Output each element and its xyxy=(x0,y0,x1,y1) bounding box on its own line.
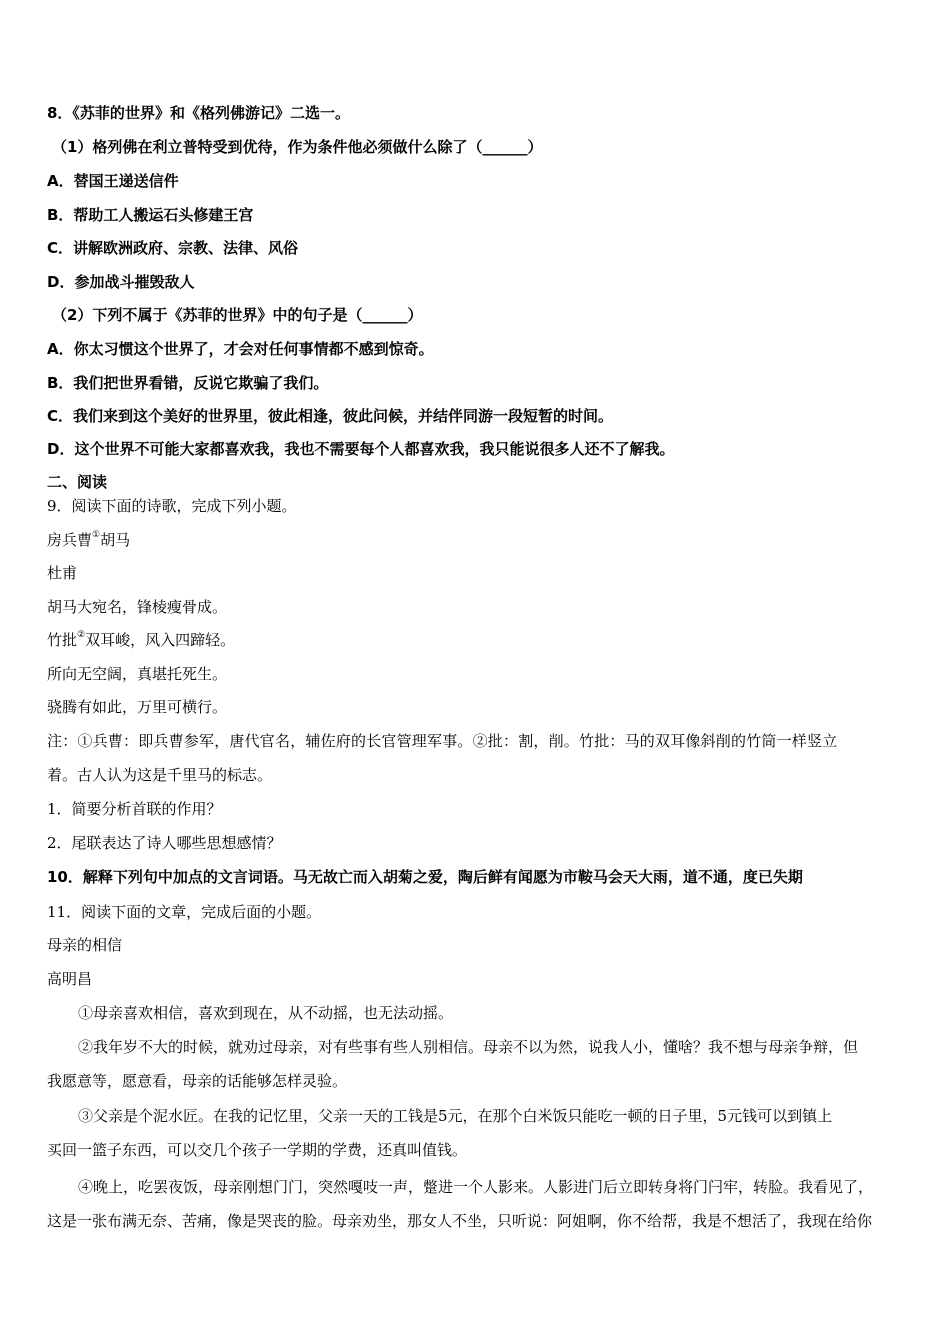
article-paragraph-2-line-2: 我愿意等，愿意看，母亲的话能够怎样灵验。 xyxy=(47,1072,348,1090)
q11-intro: 11．阅读下面的文章，完成后面的小题。 xyxy=(47,903,322,921)
q8-sub1-option-c: C．讲解欧洲政府、宗教、法律、风俗 xyxy=(47,239,299,257)
article-paragraph-2-line-1: ②我年岁不大的时候，就劝过母亲，对有些事有些人别相信。母亲不以为然，说我人小，懂啥？我不想与母亲争辩，但 xyxy=(78,1038,859,1056)
article-paragraph-4-line-1: ④晚上，吃罢夜饭，母亲刚想门门，突然嘎吱一声，蹩进一个人影来。人影进门后立即转身将门闩牢，转脸。我看见了， xyxy=(78,1178,874,1196)
poem-note-line-2: 着。古人认为这是千里马的标志。 xyxy=(47,766,273,784)
q8-sub1-option-a: A．替国王递送信件 xyxy=(47,172,179,190)
footnote-marker-1: ① xyxy=(92,530,101,540)
q8-sub2-option-b: B．我们把世界看错，反说它欺骗了我们。 xyxy=(47,374,329,392)
poem-line-1: 胡马大宛名，锋棱瘦骨成。 xyxy=(47,598,228,616)
q8-sub1-option-b: B．帮助工人搬运石头修建王宫 xyxy=(47,206,254,224)
poem-line-2 xyxy=(47,630,235,650)
poem-line-4: 骁腾有如此，万里可横行。 xyxy=(47,698,228,716)
q9-intro: 9．阅读下面的诗歌，完成下列小题。 xyxy=(47,497,297,515)
q8-sub2-option-d: D．这个世界不可能大家都喜欢我，我也不需要每个人都喜欢我，我只能说很多人还不了解我。 xyxy=(47,440,675,458)
poem-line-2-part1: 竹批 xyxy=(47,631,78,649)
q8-title: 8．《苏菲的世界》和《格列佛游记》二选一。 xyxy=(47,104,350,122)
poem-author: 杜甫 xyxy=(47,564,78,582)
poem-title-part1: 房兵曹 xyxy=(47,531,93,549)
article-paragraph-4-line-2: 这是一张布满无奈、苦痛，像是哭丧的脸。母亲劝坐，那女人不坐，只听说：阿姐啊，你不给帮，我是不想活了，我现在给你 xyxy=(47,1212,873,1230)
poem-note-line-1: 注：①兵曹：即兵曹参军，唐代官名，辅佐府的长官管理军事。②批：割，削。竹批：马的双耳像斜削的竹筒一样竖立 xyxy=(47,732,838,750)
q8-sub2-option-c: C．我们来到这个美好的世界里，彼此相逢，彼此问候，并结伴同游一段短暂的时间。 xyxy=(47,407,614,425)
poem-line-3: 所向无空阔，真堪托死生。 xyxy=(47,665,228,683)
q8-sub1-stem: （1）格列佛在利立普特受到优待，作为条件他必须做什么除了（______） xyxy=(52,138,543,156)
q8-sub1-option-d: D．参加战斗摧毁敌人 xyxy=(47,273,195,291)
footnote-marker-2: ② xyxy=(77,630,86,640)
q8-sub2-option-a: A．你太习惯这个世界了，才会对任何事情都不感到惊奇。 xyxy=(47,340,434,358)
q8-sub2-stem: （2）下列不属于《苏菲的世界》中的句子是（______） xyxy=(52,306,423,324)
poem-title-part2: 胡马 xyxy=(100,531,131,549)
article-title: 母亲的相信 xyxy=(47,936,123,954)
section-heading-reading: 二、阅读 xyxy=(47,473,108,491)
poem-line-2-part2: 双耳峻，风入四蹄轻。 xyxy=(85,631,236,649)
article-paragraph-3-line-1: ③父亲是个泥水匠。在我的记忆里，父亲一天的工钱是5元，在那个白米饭只能吃一顿的日子里，5元钱可以到镇上 xyxy=(78,1107,833,1125)
q9-question-1: 1．简要分析首联的作用？ xyxy=(47,800,222,818)
poem-title xyxy=(47,530,130,550)
article-paragraph-3-line-2: 买回一篮子东西，可以交几个孩子一学期的学费，还真叫值钱。 xyxy=(47,1141,468,1159)
q9-question-2: 2．尾联表达了诗人哪些思想感情？ xyxy=(47,834,282,852)
q10-text: 10．解释下列句中加点的文言词语。马无故亡而入胡菊之爱，陶后鲜有闻愿为市鞍马会天大雨，道不通，度已失期 xyxy=(47,868,803,886)
article-paragraph-1: ①母亲喜欢相信，喜欢到现在，从不动摇，也无法动摇。 xyxy=(78,1004,454,1022)
article-author: 高明昌 xyxy=(47,970,93,988)
